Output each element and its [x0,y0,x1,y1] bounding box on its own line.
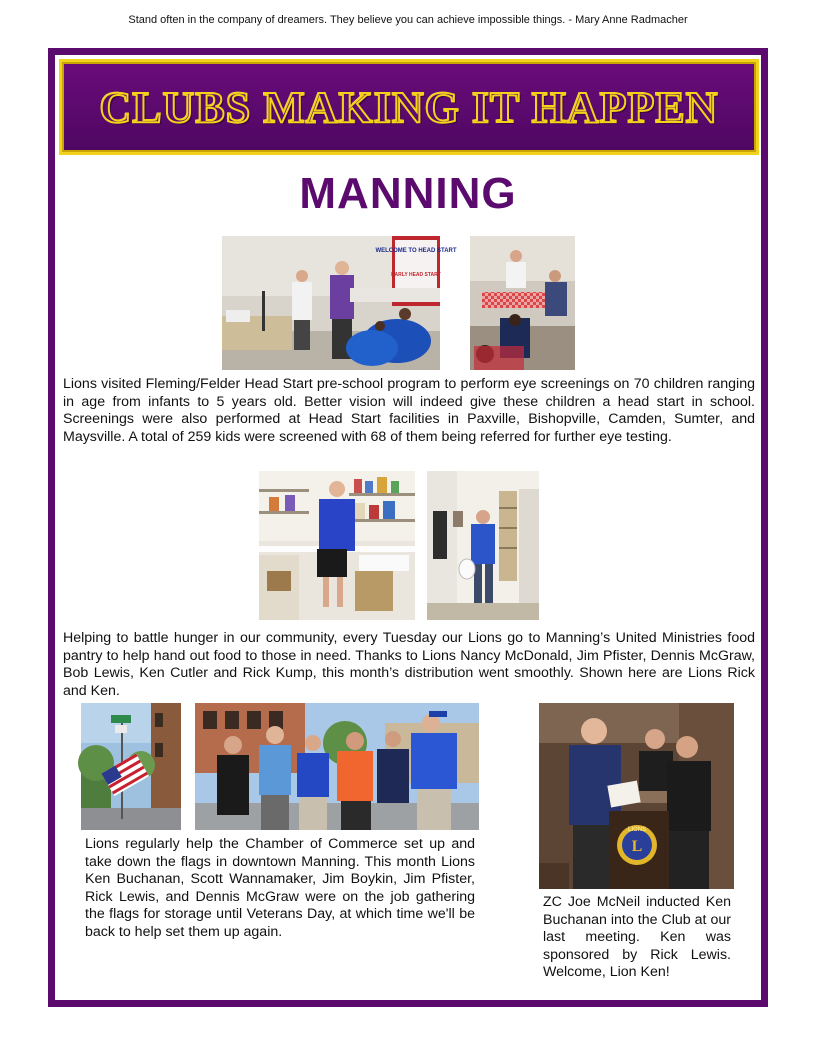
lions-emblem-text: LIONS [627,827,647,833]
induction-photo [539,703,734,889]
food-pantry-article: Helping to battle hunger in our community, every Tuesday our Lions go to Manning’s United Ministries food pantry to help hand out food to those in need. Thanks to Lions Nancy McDonald, Jim Pfister, Dennis McGraw, Bob Lewis, Ken Cutler and Rick Kump, this month’s distribution went smoothly. Shown here are Lions Rick and Ken. [63,630,755,699]
food-pantry-doorway-photo [427,471,539,620]
early-sign-text: EARLY HEAD START [391,272,441,278]
flags-article: Lions regularly help the Chamber of Commerce set up and take down the flags in downtown Manning. This month Lions Ken Buchanan, Scott Wannamaker, Jim Boykin, Jim Pfister, Rick Lewis, and Dennis McGraw were on the job gathering the flags for storage until Veterans Day, at which time we'll be back to help set them up again. [85,836,475,940]
svg-text:L: L [631,838,643,855]
induction-article: ZC Joe McNeil inducted Ken Buchanan into the Club at our last meeting. Ken was sponsored by Rick Lewis. Welcome, Lion Ken! [543,894,731,980]
head-start-article: Lions visited Fleming/Felder Head Start pre-school program to perform eye screenings on 70 children ranging in age from infants to 5 years old. Better vision will indeed give these children a head start in school. Screenings were also performed at Head Start facilities in Paxville, Bishopville, Camden, Sumter, and Maysville. A total of 259 kids were screened with 68 of them being referred for further eye testing. [63,376,755,445]
welcome-sign-text: WELCOME TO HEAD START [375,248,457,254]
banner [59,59,759,155]
header-quote: Stand often in the company of dreamers. They believe you can achieve impossible things. - Mary Anne Radmacher [128,14,688,26]
banner-title: CLUBS MAKING IT HAPPEN [99,82,719,132]
page-heading: MANNING [299,169,517,218]
eye-screening-photo [470,236,575,370]
downtown-flags-photo [81,703,181,830]
newsletter-frame [48,48,768,1007]
flag-crew-group-photo [195,703,479,830]
head-start-screening-photo [222,236,457,370]
food-pantry-shelves-photo [259,471,415,620]
